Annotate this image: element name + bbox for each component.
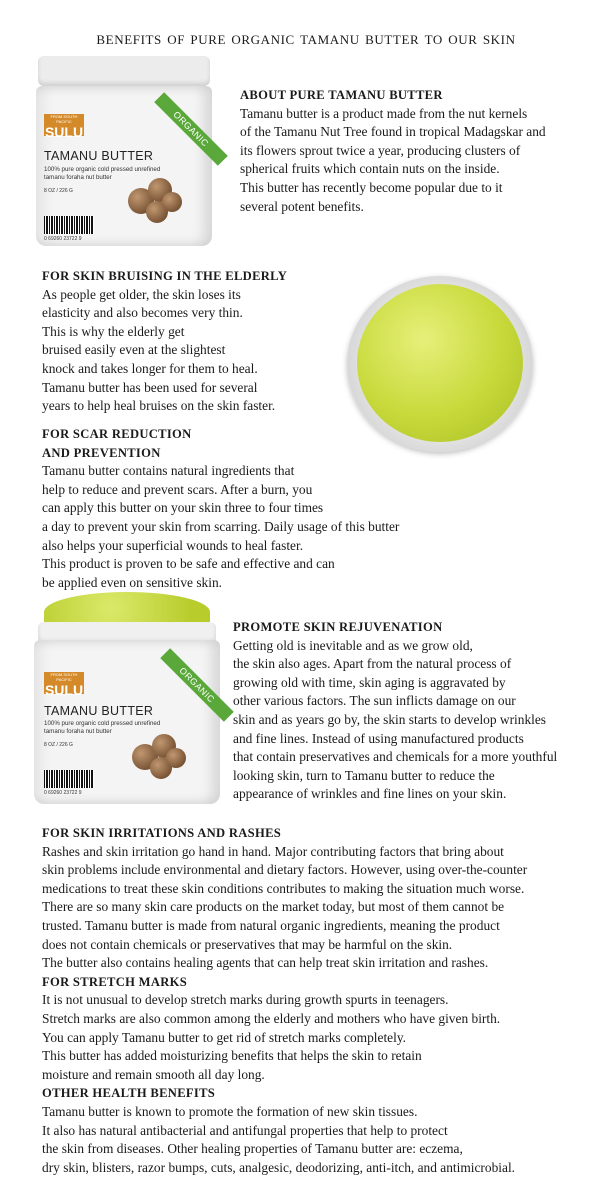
barcode-number: 0 69260 23722 9	[44, 236, 82, 242]
irritation-section	[42, 824, 527, 1177]
text-line: This butter has added moisturizing benefits that helps the skin to retain	[42, 1048, 422, 1064]
barcode	[44, 216, 94, 234]
text-line: of the Tamanu Nut Tree found in tropical Madagskar and	[240, 124, 546, 140]
text-line: its flowers sprout twice a year, producing clusters of	[240, 142, 521, 158]
product-jar-open-image	[34, 592, 220, 804]
text-line: years to help heal bruises on the skin faster.	[42, 398, 276, 414]
text-line: This is why the elderly get	[42, 323, 185, 339]
text-line: It also has natural antibacterial and antifungal properties that help to protect	[42, 1122, 448, 1138]
scar-heading-1: FOR SCAR REDUCTION	[42, 427, 192, 441]
text-line: Tamanu butter is known to promote the formation of new skin tissues.	[42, 1103, 418, 1119]
text-line: Tamanu butter contains natural ingredients that	[42, 463, 295, 479]
barcode	[44, 770, 94, 788]
product-name: TAMANU BUTTER	[44, 149, 154, 163]
organic-ribbon: ORGANIC	[154, 92, 228, 166]
text-line: medications to treat these skin conditions contributes to making the situation much worse.	[42, 880, 525, 896]
nut-image	[162, 192, 182, 212]
nut-image	[166, 748, 186, 768]
text-line: The butter also contains healing agents that can help treat skin irritation and rashes.	[42, 955, 489, 971]
about-section	[240, 86, 546, 216]
text-line: As people get older, the skin loses its	[42, 286, 241, 302]
text-line: skin and as years go by, the skin starts to develop wrinkles	[233, 711, 547, 727]
product-name: TAMANU BUTTER	[44, 704, 154, 718]
text-line: the skin also ages. Apart from the natural process of	[233, 656, 512, 672]
text-line: the skin from diseases. Other healing properties of Tamanu butter are: eczema,	[42, 1141, 463, 1157]
text-line: Getting old is inevitable and as we grow old,	[233, 637, 473, 653]
about-heading: ABOUT PURE TAMANU BUTTER	[240, 88, 443, 102]
text-line: moisture and remain smooth all day long.	[42, 1066, 265, 1082]
text-line: other various factors. The sun inflicts damage on our	[233, 693, 516, 709]
rejuvenation-heading: PROMOTE SKIN REJUVENATION	[233, 620, 443, 634]
text-line: does not contain chemicals or preservatives that may be harmful on the skin.	[42, 936, 453, 952]
scar-heading-2: AND PREVENTION	[42, 445, 161, 460]
bruising-heading: FOR SKIN BRUISING IN THE ELDERLY	[42, 269, 288, 283]
text-line: dry skin, blisters, razor bumps, cuts, analgesic, deodorizing, anti-itch, and antimicrobial.	[42, 1159, 516, 1175]
text-line: appearance of wrinkles and fine lines on your skin.	[233, 786, 507, 802]
text-line: trusted. Tamanu butter is made from natural organic ingredients, meaning the product	[42, 917, 500, 933]
scar-section	[42, 425, 399, 592]
brand-logo: FROM SOUTH PACIFIC SULU	[44, 672, 84, 698]
other-benefits-heading: OTHER HEALTH BENEFITS	[42, 1086, 216, 1101]
text-line: bruised easily even at the slightest	[42, 342, 226, 358]
irritation-heading: FOR SKIN IRRITATIONS AND RASHES	[42, 826, 282, 840]
brand-logo: FROM SOUTH PACIFIC SULU	[44, 114, 84, 140]
text-line: also helps your superficial wounds to heal faster.	[42, 537, 304, 553]
text-line: There are so many skin care products on the market today, but most of them cannot be	[42, 899, 505, 915]
text-line: This butter has recently become popular due to it	[240, 179, 503, 195]
product-jar-image	[36, 56, 212, 246]
text-line: and fine lines. Instead of using manufactured products	[233, 730, 524, 746]
stretch-heading: FOR STRETCH MARKS	[42, 974, 188, 989]
text-line: This product is proven to be safe and effective and can	[42, 556, 335, 572]
text-line: can apply this butter on your skin three to four times	[42, 500, 324, 516]
product-weight: 8 OZ / 226 G	[44, 188, 73, 194]
text-line: that contain preservatives and chemicals for a more youthful	[233, 749, 558, 765]
organic-ribbon: ORGANIC	[160, 648, 234, 722]
text-line: several potent benefits.	[240, 198, 364, 214]
text-line: knock and takes longer for them to heal.	[42, 360, 258, 376]
text-line: elasticity and also becomes very thin.	[42, 305, 243, 321]
text-line: looking skin, turn to Tamanu butter to reduce the	[233, 767, 495, 783]
text-line: Tamanu butter is a product made from the nut kernels	[240, 105, 528, 121]
text-line: be applied even on sensitive skin.	[42, 574, 222, 590]
product-description: 100% pure organic cold pressed unrefined tamanu foraha nut butter	[44, 166, 161, 181]
text-line: a day to prevent your skin from scarring. Daily usage of this butter	[42, 518, 400, 534]
rejuvenation-section	[233, 618, 557, 804]
text-line: skin problems include environmental and dietary factors. However, using over-the-counter	[42, 862, 528, 878]
text-line: Stretch marks are also common among the elderly and mothers who have given birth.	[42, 1010, 501, 1026]
barcode-number: 0 69260 23722 9	[44, 790, 82, 796]
text-line: growing old with time, skin aging is aggravated by	[233, 674, 506, 690]
product-weight: 8 OZ / 226 G	[44, 742, 73, 748]
text-line: help to reduce and prevent scars. After a burn, you	[42, 481, 313, 497]
text-line: You can apply Tamanu butter to get rid of stretch marks completely.	[42, 1029, 406, 1045]
product-description: 100% pure organic cold pressed unrefined tamanu foraha nut butter	[44, 720, 161, 735]
text-line: Tamanu butter has been used for several	[42, 379, 258, 395]
page-title: benefits of pure organic tamanu butter to our skin	[96, 28, 516, 49]
text-line: Rashes and skin irritation go hand in hand. Major contributing factors that bring about	[42, 843, 504, 859]
text-line: spherical fruits which contain nuts on the inside.	[240, 161, 500, 177]
bruising-section	[42, 267, 287, 416]
text-line: It is not unusual to develop stretch marks during growth spurts in teenagers.	[42, 992, 449, 1008]
